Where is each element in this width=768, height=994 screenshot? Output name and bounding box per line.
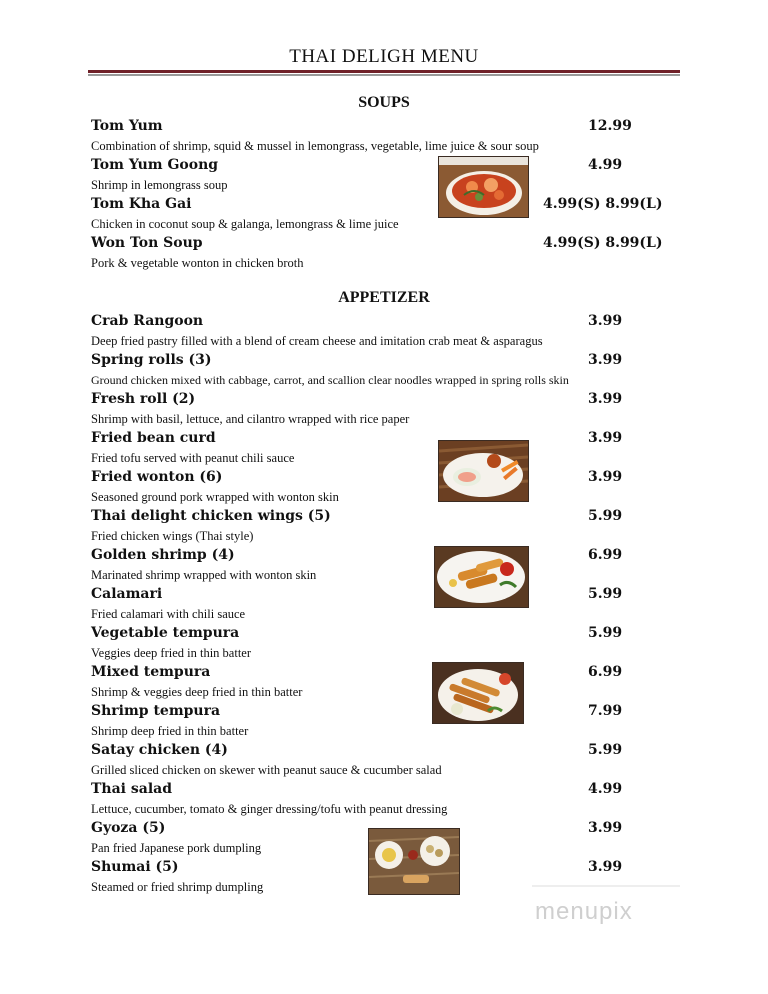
menu-item (91, 157, 691, 196)
item-price: 5.99 (588, 508, 623, 524)
soup-photo (438, 156, 529, 218)
menu-item (91, 664, 691, 703)
item-name: Tom Kha Gai (91, 196, 192, 212)
item-price: 4.99(S) 8.99(L) (543, 235, 663, 251)
item-description: Shrimp with basil, lettuce, and cilantro wrapped with rice paper (91, 412, 410, 426)
menu-item (91, 196, 691, 235)
item-price: 4.99 (588, 157, 623, 173)
item-description: Deep fried pastry filled with a blend of cream cheese and imitation crab meat & asparagus (91, 334, 543, 348)
menu-title: THAI DELIGH MENU (289, 46, 479, 67)
item-name: Golden shrimp (4) (91, 547, 235, 563)
section-title-appetizer: APPETIZER (338, 289, 430, 306)
item-price: 3.99 (588, 859, 623, 875)
item-price: 3.99 (588, 469, 623, 485)
watermark-logo-icon (532, 880, 680, 892)
item-description: Shrimp in lemongrass soup (91, 178, 228, 192)
item-description: Seasoned ground pork wrapped with wonton skin (91, 490, 339, 504)
item-price: 7.99 (588, 703, 623, 719)
item-price: 5.99 (588, 742, 623, 758)
item-name: Crab Rangoon (91, 313, 204, 329)
menu-item (91, 508, 691, 547)
item-name: Calamari (91, 586, 163, 602)
item-name: Fried bean curd (91, 430, 216, 446)
item-price: 12.99 (588, 118, 632, 134)
item-name: Thai delight chicken wings (5) (91, 508, 331, 524)
watermark: menupix (535, 898, 633, 925)
item-price: 4.99(S) 8.99(L) (543, 196, 663, 212)
menu-item (91, 469, 691, 508)
menu-item (91, 430, 691, 469)
item-name: Won Ton Soup (91, 235, 203, 251)
satay-photo (432, 662, 524, 724)
item-description: Lettuce, cucumber, tomato & ginger dressing/tofu with peanut dressing (91, 802, 448, 816)
item-name: Vegetable tempura (91, 625, 240, 641)
item-description: Fried chicken wings (Thai style) (91, 529, 254, 543)
item-name: Fresh roll (2) (91, 391, 196, 407)
item-name: Spring rolls (3) (91, 352, 212, 368)
item-description: Chicken in coconut soup & galanga, lemongrass & lime juice (91, 217, 399, 231)
menu-item (91, 352, 691, 391)
item-description: Marinated shrimp wrapped with wonton skin (91, 568, 317, 582)
golden-shrimp-photo (434, 546, 529, 608)
item-name: Satay chicken (4) (91, 742, 228, 758)
item-name: Shrimp tempura (91, 703, 221, 719)
menu-item (91, 118, 691, 157)
section-title-soups: SOUPS (358, 94, 410, 111)
item-price: 3.99 (588, 820, 623, 836)
item-description: Fried tofu served with peanut chili sauce (91, 451, 295, 465)
menu-item (91, 235, 691, 274)
menu-item (91, 625, 691, 664)
menu-item (91, 742, 691, 781)
item-description: Fried calamari with chili sauce (91, 607, 246, 621)
gyoza-photo (368, 828, 460, 895)
item-description: Shrimp deep fried in thin batter (91, 724, 249, 738)
item-name: Tom Yum (91, 118, 163, 134)
item-price: 6.99 (588, 547, 623, 563)
menu-item (91, 391, 691, 430)
item-description: Pan fried Japanese pork dumpling (91, 841, 262, 855)
item-description: Combination of shrimp, squid & mussel in lemongrass, vegetable, lime juice & sour soup (91, 139, 539, 153)
item-price: 3.99 (588, 430, 623, 446)
item-description: Pork & vegetable wonton in chicken broth (91, 256, 304, 270)
item-name: Gyoza (5) (91, 820, 166, 836)
menu-item (91, 781, 691, 820)
item-description: Steamed or fried shrimp dumpling (91, 880, 264, 894)
item-price: 5.99 (588, 586, 623, 602)
item-name: Shumai (5) (91, 859, 179, 875)
item-name: Tom Yum Goong (91, 157, 219, 173)
menu-item (91, 313, 691, 352)
menu-item (91, 547, 691, 586)
item-price: 5.99 (588, 625, 623, 641)
item-name: Mixed tempura (91, 664, 211, 680)
item-description: Veggies deep fried in thin batter (91, 646, 252, 660)
item-name: Thai salad (91, 781, 172, 797)
item-name: Fried wonton (6) (91, 469, 223, 485)
title-divider (88, 70, 680, 76)
item-description: Ground chicken mixed with cabbage, carrot, and scallion clear noodles wrapped in spring rolls skin (91, 373, 569, 387)
item-price: 3.99 (588, 391, 623, 407)
item-description: Shrimp & veggies deep fried in thin batter (91, 685, 303, 699)
item-price: 3.99 (588, 313, 623, 329)
item-description: Grilled sliced chicken on skewer with peanut sauce & cucumber salad (91, 763, 442, 777)
item-price: 3.99 (588, 352, 623, 368)
menu-item (91, 703, 691, 742)
menu-item (91, 586, 691, 625)
item-price: 4.99 (588, 781, 623, 797)
fresh-roll-photo (438, 440, 529, 502)
item-price: 6.99 (588, 664, 623, 680)
